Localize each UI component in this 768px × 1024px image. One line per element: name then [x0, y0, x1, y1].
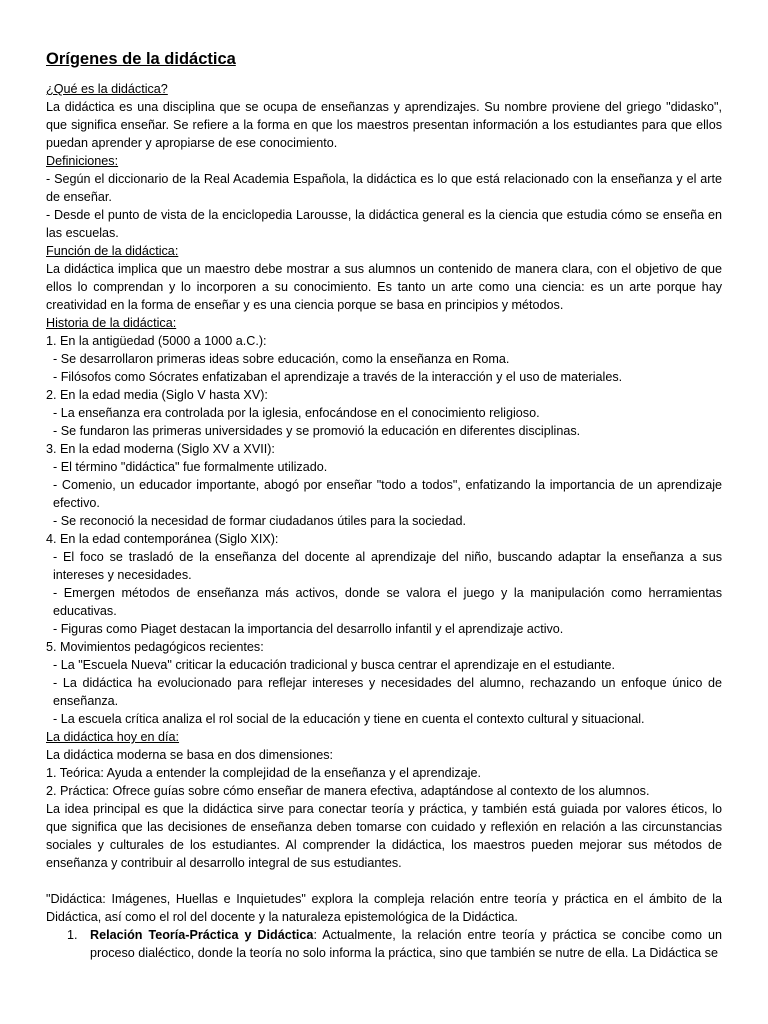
dimension-item: 2. Práctica: Ofrece guías sobre cómo enseñar de manera efectiva, adaptándose al contexto de los alumnos. [46, 784, 650, 798]
history-point: - Se fundaron las primeras universidades y se promovió la educación en diferentes disciplinas. [53, 424, 581, 438]
section-heading-funcion: Función de la didáctica: [46, 244, 179, 258]
paragraph-que-es: La didáctica es una disciplina que se ocupa de enseñanzas y aprendizajes. Su nombre proviene del griego "didasko", que significa enseñar. Se refiere a la forma en que los maestros presentan información a los estudiantes para que ellos puedan aprender y apropiarse de ese conocimiento. [46, 100, 722, 150]
definition-item: - Según el diccionario de la Real Academia Española, la didáctica es lo que está relacionado con la enseñanza y el arte de enseñar. [46, 172, 722, 204]
paragraph-hoy-intro: La didáctica moderna se basa en dos dimensiones: [46, 748, 334, 762]
section-heading-que-es: ¿Qué es la didáctica? [46, 82, 168, 96]
document-title: Orígenes de la didáctica [46, 50, 236, 68]
section-heading-hoy: La didáctica hoy en día: [46, 730, 180, 744]
history-point: - La didáctica ha evolucionado para reflejar intereses y necesidades del alumno, rechazando un enfoque único de enseñanza. [53, 676, 722, 708]
history-point: - Se reconoció la necesidad de formar ciudadanos útiles para la sociedad. [53, 514, 467, 528]
history-point: - Se desarrollaron primeras ideas sobre educación, como la enseñanza en Roma. [53, 352, 510, 366]
list-number: 1. [67, 928, 78, 942]
dimension-item: 1. Teórica: Ayuda a entender la complejidad de la enseñanza y el aprendizaje. [46, 766, 482, 780]
definition-item: - Desde el punto de vista de la enciclopedia Larousse, la didáctica general es la ciencia que estudia cómo se enseña en las escuelas. [46, 208, 722, 240]
history-point: - Emergen métodos de enseñanza más activos, donde se valora el juego y la manipulación como herramientas educativas. [53, 586, 722, 618]
list-item-text: : Actualmente, la relación entre teoría y práctica se concibe como un proceso dialéctico, donde la teoría no solo informa la práctica, sino que también se nutre de ella. La Didáctica se [90, 928, 722, 960]
history-period: 5. Movimientos pedagógicos recientes: [46, 640, 264, 654]
paragraph-funcion: La didáctica implica que un maestro debe mostrar a sus alumnos un contenido de manera clara, con el objetivo de que ellos lo comprendan y lo incorporen a su conocimiento. Es tanto un arte como una ciencia: es un arte porque hay creatividad en la forma de enseñar y es una ciencia porque se basa en principios y métodos. [46, 262, 722, 312]
history-period: 4. En la edad contemporánea (Siglo XIX): [46, 532, 279, 546]
history-point: - El término "didáctica" fue formalmente utilizado. [53, 460, 328, 474]
history-point: - Comenio, un educador importante, abogó por enseñar "todo a todos", enfatizando la importancia de un aprendizaje efectivo. [53, 478, 722, 510]
section-heading-definiciones: Definiciones: [46, 154, 119, 168]
history-point: - La escuela crítica analiza el rol social de la educación y tiene en cuenta el contexto cultural y situacional. [53, 712, 645, 726]
history-point: - La "Escuela Nueva" criticar la educación tradicional y busca centrar el aprendizaje en el estudiante. [53, 658, 615, 672]
paragraph-spacer [46, 872, 722, 890]
history-point: - Filósofos como Sócrates enfatizaban el aprendizaje a través de la interacción y el uso de materiales. [53, 370, 623, 384]
paragraph-hoy: La idea principal es que la didáctica sirve para conectar teoría y práctica, y también está guiada por valores éticos, lo que significa que las decisiones de enseñanza deben tomarse con cuidado y reflexión en relación a las circunstancias sociales y culturales de los estudiantes. Al comprender la didáctica, los maestros pueden mejorar sus métodos de enseñanza y contribuir al desarrollo integral de sus estudiantes. [46, 802, 722, 870]
history-period: 1. En la antigüedad (5000 a 1000 a.C.): [46, 334, 267, 348]
paragraph-imagenes-huellas: "Didáctica: Imágenes, Huellas e Inquietudes" explora la compleja relación entre teoría y práctica en el ámbito de la Didáctica, así como el rol del docente y la naturaleza epistemológica de la Didáctica. [46, 892, 722, 924]
history-point: - La enseñanza era controlada por la iglesia, enfocándose en el conocimiento religioso. [53, 406, 540, 420]
history-period: 2. En la edad media (Siglo V hasta XV): [46, 388, 268, 402]
numbered-list-item [46, 926, 722, 962]
history-point: - El foco se trasladó de la enseñanza del docente al aprendizaje del niño, buscando adaptar la enseñanza a sus intereses y necesidades. [53, 550, 722, 582]
list-item-bold-term: Relación Teoría-Práctica y Didáctica [90, 928, 314, 942]
history-point: - Figuras como Piaget destacan la importancia del desarrollo infantil y el aprendizaje activo. [53, 622, 564, 636]
history-period: 3. En la edad moderna (Siglo XV a XVII): [46, 442, 275, 456]
section-heading-historia: Historia de la didáctica: [46, 316, 177, 330]
